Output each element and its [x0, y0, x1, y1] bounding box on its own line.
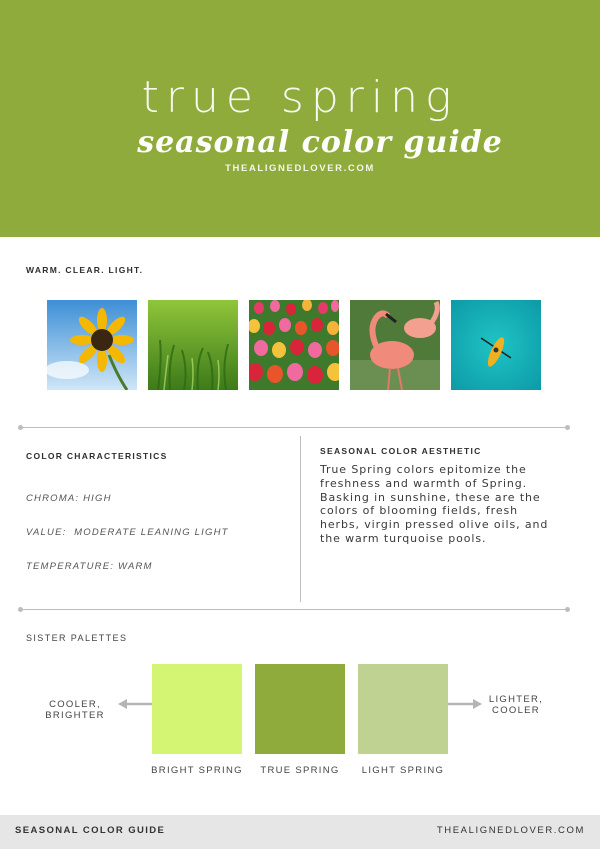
- characteristics-heading: COLOR CHARACTERISTICS: [26, 451, 168, 461]
- temperature-item: TEMPERATURE: WARM: [26, 561, 153, 572]
- photo-strip: [47, 300, 542, 390]
- divider-top: [20, 427, 568, 428]
- label-light-spring: LIGHT SPRING: [361, 765, 445, 776]
- tulips-photo: [249, 300, 339, 390]
- divider-bottom: [20, 609, 568, 610]
- swatch-true-spring: [255, 664, 345, 754]
- kayak-photo: [451, 300, 541, 390]
- footer-website: THEALIGNEDLOVER.COM: [436, 825, 585, 836]
- right-label-line-2: COOLER: [492, 705, 540, 716]
- tagline: WARM. CLEAR. LIGHT.: [26, 265, 144, 275]
- flamingos-photo: [350, 300, 440, 390]
- sister-palettes-heading: SISTER PALETTES: [26, 633, 128, 643]
- header-website: THEALIGNEDLOVER.COM: [225, 163, 375, 174]
- aesthetic-description: True Spring colors epitomize the freshness and warmth of Spring. Basking in sunshine, these are the colors of blooming fields, fresh herbs, virgin pressed olive oils, and the warm turquoise pools.: [320, 463, 549, 545]
- chroma-item: CHROMA: HIGH: [26, 493, 112, 504]
- vertical-divider: [300, 436, 301, 602]
- left-side-label: [40, 699, 110, 721]
- swatch-bright-spring: [152, 664, 242, 754]
- right-side-label: [481, 694, 551, 716]
- arrow-right-icon: [448, 698, 482, 710]
- arrow-left-icon: [118, 698, 152, 710]
- footer-title: SEASONAL COLOR GUIDE: [15, 825, 166, 836]
- value-item: VALUE: MODERATE LEANING LIGHT: [26, 527, 229, 538]
- page-title: true spring: [141, 72, 459, 123]
- page-subtitle: seasonal color guide: [137, 125, 503, 160]
- left-label-line-1: COOLER,: [49, 699, 101, 710]
- footer-bar: [0, 815, 600, 849]
- right-label-line-1: LIGHTER,: [488, 694, 544, 705]
- sunflower-photo: [47, 300, 137, 390]
- header-banner: [0, 0, 600, 237]
- left-label-line-2: BRIGHTER: [45, 710, 105, 721]
- aesthetic-heading: SEASONAL COLOR AESTHETIC: [320, 446, 482, 456]
- label-true-spring: TRUE SPRING: [260, 765, 340, 776]
- swatch-light-spring: [358, 664, 448, 754]
- label-bright-spring: BRIGHT SPRING: [151, 765, 243, 776]
- grass-photo: [148, 300, 238, 390]
